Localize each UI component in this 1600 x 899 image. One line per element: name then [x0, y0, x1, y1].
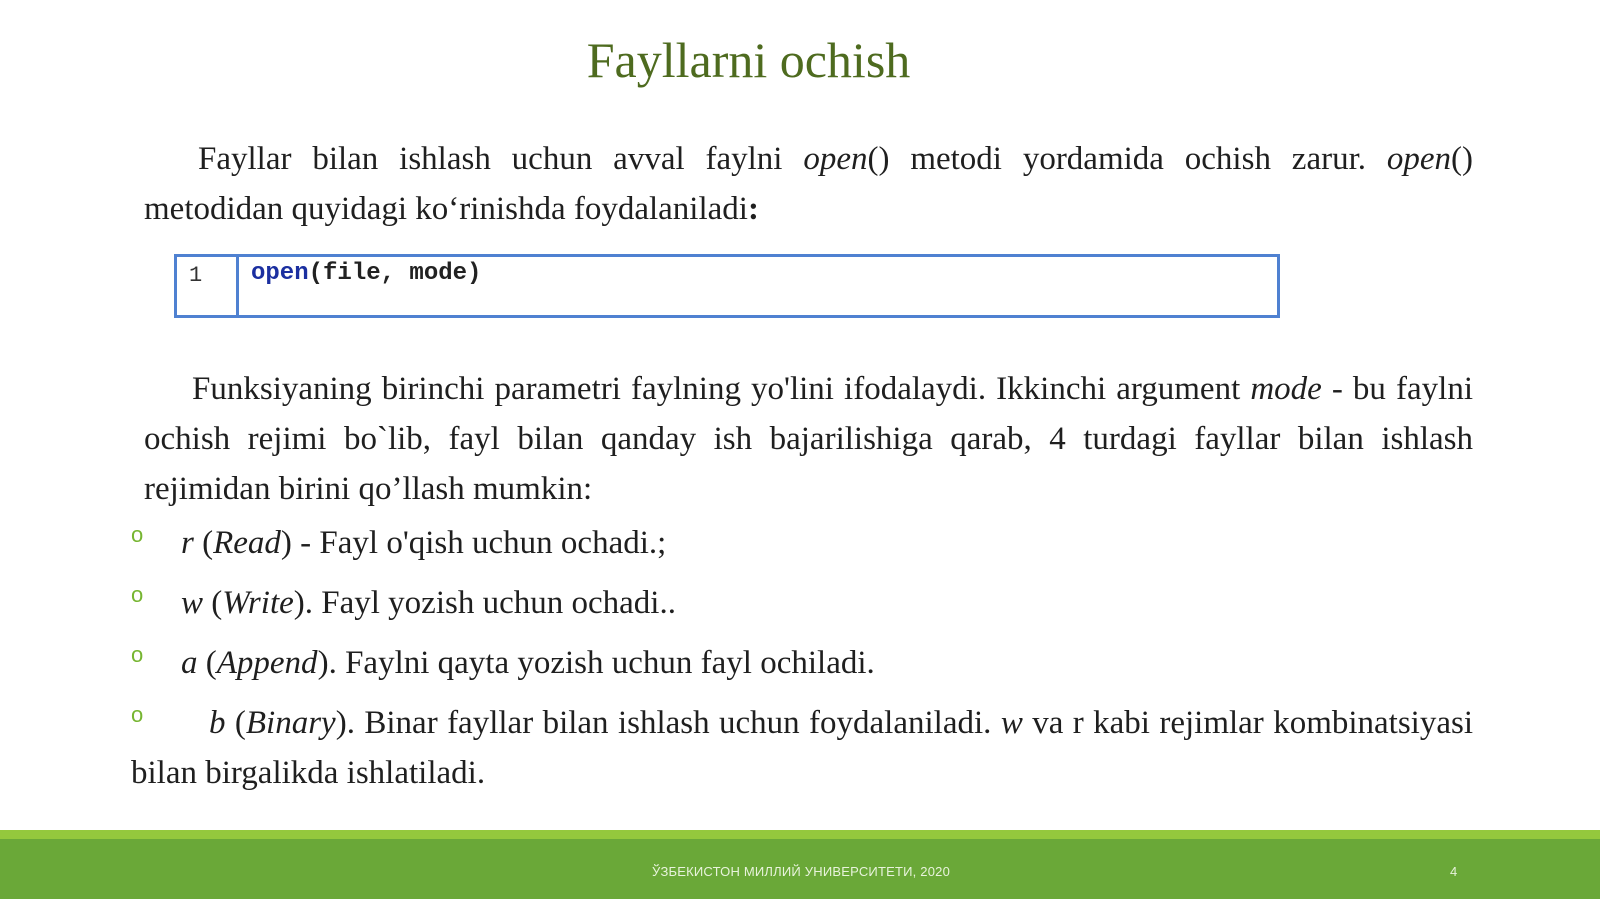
paren: ): [293, 585, 305, 621]
mode-code: b: [209, 705, 226, 741]
bullet-icon: o: [131, 522, 144, 547]
mode-description: . Binar fayllar bilan ishlash uchun foydalaniladi.: [346, 705, 1001, 741]
intro-text: Fayllar bilan ishlash uchun avval faylni: [198, 141, 804, 177]
bullet-icon: o: [131, 582, 144, 607]
list-item: [131, 578, 1473, 628]
mode-code-inline: w: [1000, 705, 1023, 741]
description-text: Funksiyaning birinchi parametri faylning yo'lini ifodalaydi. Ikkinchi argument: [192, 371, 1251, 407]
code-line: [251, 260, 481, 287]
description-mode: mode: [1250, 371, 1322, 407]
footer-bar: [0, 839, 1600, 899]
mode-name: Write: [222, 585, 294, 621]
paren: (: [225, 705, 246, 741]
code-arguments: (file, mode): [308, 260, 482, 287]
page-number: 4: [1450, 864, 1458, 879]
intro-text: () metodi yordamida ochish zarur.: [867, 141, 1387, 177]
list-item: [131, 518, 1473, 568]
paren: (: [197, 645, 217, 681]
paren: (: [193, 525, 214, 561]
mode-description: . Faylni qayta yozish uchun fayl ochiladi.: [328, 645, 875, 681]
list-item: [131, 638, 1473, 688]
paren: ): [280, 525, 292, 561]
intro-open-method: open: [1386, 141, 1452, 177]
mode-list: [131, 518, 1473, 808]
bullet-icon: o: [131, 642, 144, 667]
bullet-icon: o: [131, 702, 144, 727]
code-block: [174, 254, 1280, 318]
mode-description: . Fayl yozish uchun ochadi..: [304, 585, 676, 621]
description-text: - bu faylni ochish rejimi bo`lib, fayl bilan qanday ish bajarilishiga qarab, 4 turdagi fayllar bilan ishlash rejimidan birini qo’llash mumkin:: [144, 371, 1473, 507]
mode-name: Read: [213, 525, 281, 561]
mode-description: - Fayl o'qish uchun ochadi.;: [291, 525, 667, 561]
footer-stripe: [0, 830, 1600, 839]
mode-name: Append: [216, 645, 318, 681]
code-line-number: 1: [177, 257, 239, 315]
intro-text: () metodidan quyidagi ko‘rinishda foydalaniladi: [144, 141, 1473, 227]
mode-name: Binary: [245, 705, 336, 741]
code-keyword: open: [251, 260, 309, 287]
intro-paragraph: [144, 134, 1473, 234]
paren: (: [203, 585, 223, 621]
list-item: [131, 698, 1473, 798]
intro-colon: :: [747, 191, 759, 227]
paren: ): [335, 705, 347, 741]
footer-university: ЎЗБЕКИСТОН МИЛЛИЙ УНИВЕРСИТЕТИ, 2020: [652, 864, 951, 879]
intro-open-method: open: [803, 141, 868, 177]
mode-description: va r kabi rejimlar kombinatsiyasi bilan birgalikda ishlatiladi.: [131, 705, 1474, 791]
description-paragraph: [144, 364, 1473, 514]
mode-code: a: [181, 645, 198, 681]
mode-code: w: [181, 585, 204, 621]
mode-code: r: [181, 525, 194, 561]
paren: ): [317, 645, 329, 681]
slide-title: Fayllarni ochish: [586, 32, 911, 88]
